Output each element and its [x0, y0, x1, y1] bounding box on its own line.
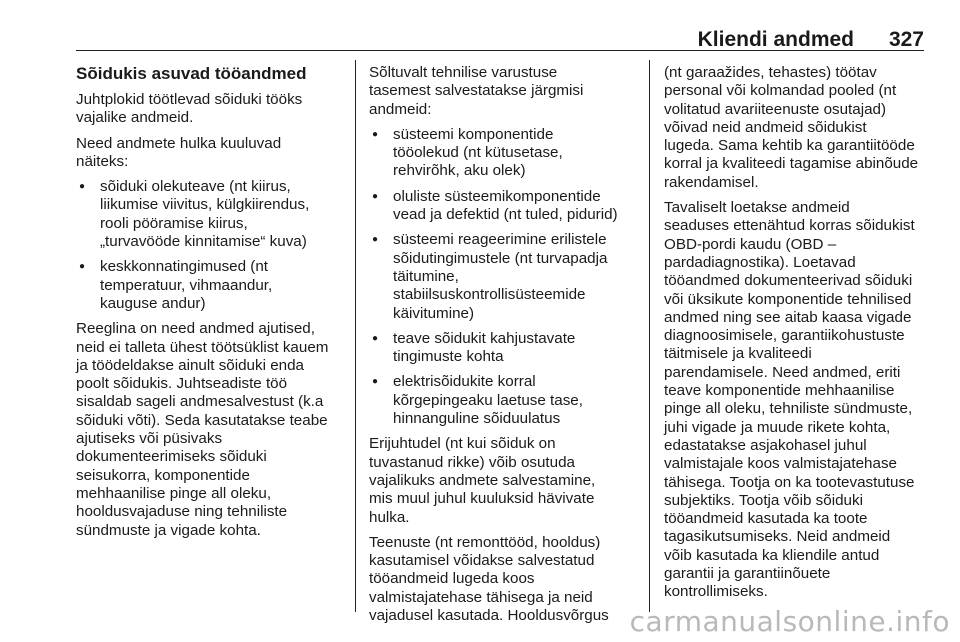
text-line: hooldusvajaduse ning tehniliste: [76, 503, 288, 521]
text-line: pardadiagnostika). Loetavad: [664, 253, 856, 271]
text-line: vajalikuks andmete salvestamine,: [369, 471, 596, 489]
paragraph: [76, 91, 344, 128]
text-line: täitmisele ja kvaliteedi: [664, 345, 812, 363]
text-line: korral ja kvaliteedi tagamise abinõude: [664, 155, 919, 173]
paragraph: [664, 199, 926, 602]
text-line: kontrollimiseks.: [664, 583, 768, 601]
text-line: OBD-pordi kaudu (OBD –: [664, 235, 837, 253]
column-divider-1: [355, 60, 356, 612]
bullet-item: [369, 373, 631, 428]
text-line: vead ja defektid (nt tuled, pidurid): [393, 206, 618, 224]
text-line: mehhaanilise pinge all oleku,: [76, 484, 272, 502]
text-line: sündmuste ja vigade kohta.: [76, 521, 261, 539]
text-line: tööandmeid kasutada ka toote: [664, 510, 868, 528]
text-line: edastatakse asjakohasel juhul: [664, 436, 867, 454]
text-line: ● teave sõidukit kahjustavate: [393, 329, 576, 347]
section-heading: Sõidukis asuvad tööandmed: [76, 64, 307, 83]
text-line: võivad neid andmeid sõidukist: [664, 118, 867, 136]
text-line: ● sõiduki olekuteave (nt kiirus,: [100, 178, 291, 196]
column-divider-2: [649, 60, 650, 612]
text-line: Reeglina on need andmed ajutised,: [76, 320, 315, 338]
paragraph: [76, 135, 344, 172]
text-line: rooli pööramise kiirus,: [100, 214, 248, 232]
text-line: ● keskkonnatingimused (nt: [100, 258, 268, 276]
text-line: ● süsteemi komponentide: [393, 125, 554, 143]
text-line: poolt sõidukis. Juhtseadiste töö: [76, 375, 288, 393]
text-line: vajadusel kasutada. Hooldusvõrgus: [369, 607, 609, 625]
text-line: tuvastanud rikke) võib osutuda: [369, 453, 575, 471]
text-line: tingimuste kohta: [393, 348, 504, 366]
text-line: garantii ja garantiinõuete: [664, 565, 831, 583]
text-line: diagnoosimisele, garantiikohustuste: [664, 327, 905, 345]
text-line: mis muul juhul kuuluksid hävivate: [369, 490, 595, 508]
bullet-item: [76, 258, 344, 313]
text-line: parendamisele. Need andmed, eriti: [664, 363, 901, 381]
header-rule: [76, 50, 924, 51]
text-line: seisukorra, komponentide: [76, 466, 250, 484]
bullet-list: [76, 178, 344, 313]
bullet-item: [369, 126, 631, 181]
column-1: [76, 64, 344, 547]
text-line: „turvavööde kinnitamise“ kuva): [100, 233, 307, 251]
bullet-list: [369, 126, 631, 428]
text-line: sõiduki võti). Seda kasutatakse teabe: [76, 411, 328, 429]
text-line: lugeda. Sama kehtib ka garantiitööde: [664, 137, 915, 155]
text-line: valmistajale koos valmistajatehase: [664, 455, 897, 473]
text-line: subjektiks. Tootja võib sõiduki: [664, 491, 863, 509]
text-line: ● oluliste süsteemikomponentide: [393, 187, 601, 205]
text-line: Juhtplokid töötlevad sõiduki tööks: [76, 91, 303, 108]
paragraph: [369, 64, 631, 119]
header-title: Kliendi andmed: [697, 28, 854, 51]
text-line: (nt garaažides, tehastes) töötav: [664, 64, 877, 81]
text-line: kõrgepingeaku laetuse tase,: [393, 391, 583, 409]
text-line: tähisega. Tootja on ka tootevastutuse: [664, 473, 915, 491]
text-line: ajutiseks või püsivaks: [76, 430, 223, 448]
text-line: seaduses ettenähtud korras sõidukist: [664, 217, 915, 235]
text-line: tööandmed dokumenteerivad sõiduki: [664, 272, 913, 290]
text-line: hulka.: [369, 508, 410, 526]
text-line: valmistajatehase tähisega ja neid: [369, 588, 593, 606]
text-line: tagasikutsumiseks. Neid andmeid: [664, 528, 891, 546]
text-line: või üksikute komponentide tehnilised: [664, 290, 912, 308]
bullet-item: [76, 178, 344, 251]
text-line: Tavaliselt loetakse andmeid: [664, 199, 850, 217]
bullet-item: [369, 330, 631, 367]
text-line: teave komponentide mehhaanilise: [664, 382, 895, 400]
text-line: pinge all oleku, tehniliste sündmuste,: [664, 400, 913, 418]
page-number: 327: [888, 28, 924, 51]
text-line: tööandmeid lugeda koos: [369, 570, 535, 588]
text-line: sõidutingimustele (nt turvapadja: [393, 249, 608, 267]
text-line: andmed ning see aitab kaasa vigade: [664, 308, 912, 326]
text-line: neid ei talleta ühest töötsüklist kauem: [76, 338, 329, 356]
text-line: võib kasutada ka kliendile antud: [664, 546, 880, 564]
text-line: ● elektrisõidukite korral: [393, 373, 536, 391]
column-2: [369, 64, 631, 632]
text-line: rehvirõhk, aku olek): [393, 162, 526, 180]
text-line: juhi vigade ja muude rikete kohta,: [664, 418, 891, 436]
text-line: ja töödeldakse ainult sõiduki enda: [76, 356, 304, 374]
text-line: andmeid:: [369, 100, 432, 118]
text-line: kauguse andur): [100, 294, 206, 312]
paragraph: [664, 64, 926, 192]
watermark: carmanualsonline.info: [629, 605, 950, 638]
paragraph: [369, 534, 631, 625]
text-line: vajalike andmeid.: [76, 109, 194, 127]
text-line: Teenuste (nt remonttööd, hooldus): [369, 533, 601, 551]
text-line: sisaldab sageli andmesalvestust (k.a: [76, 393, 324, 411]
text-line: käivitumine): [393, 304, 475, 322]
text-line: täitumine,: [393, 267, 459, 285]
text-line: stabiilsuskontrollisüsteemide: [393, 286, 586, 304]
text-line: näiteks:: [76, 152, 129, 170]
bullet-item: [369, 231, 631, 322]
bullet-item: [369, 188, 631, 225]
column-3: [664, 64, 926, 609]
text-line: dokumenteerimiseks sõiduki: [76, 448, 267, 466]
paragraph: [369, 435, 631, 526]
text-line: volitatud avariiteenuste osutajad): [664, 100, 887, 118]
text-line: ● süsteemi reageerimine erilistele: [393, 231, 607, 249]
paragraph: [76, 320, 344, 540]
text-line: tasemest salvestatakse järgmisi: [369, 82, 584, 100]
text-line: kasutamisel võidakse salvestatud: [369, 552, 595, 570]
text-line: liikumise viivitus, külgkiirendus,: [100, 196, 310, 214]
text-line: Need andmete hulka kuuluvad: [76, 134, 282, 152]
text-line: Erijuhtudel (nt kui sõiduk on: [369, 435, 556, 453]
text-line: hinnanguline sõiduulatus: [393, 410, 561, 428]
text-line: temperatuur, vihmaandur,: [100, 276, 273, 294]
text-line: Sõltuvalt tehnilise varustuse: [369, 64, 558, 81]
text-line: personal või kolmandad pooled (nt: [664, 82, 897, 100]
text-line: tööolekud (nt kütusetase,: [393, 144, 563, 162]
page-header: [76, 0, 924, 54]
text-line: rakendamisel.: [664, 173, 759, 191]
